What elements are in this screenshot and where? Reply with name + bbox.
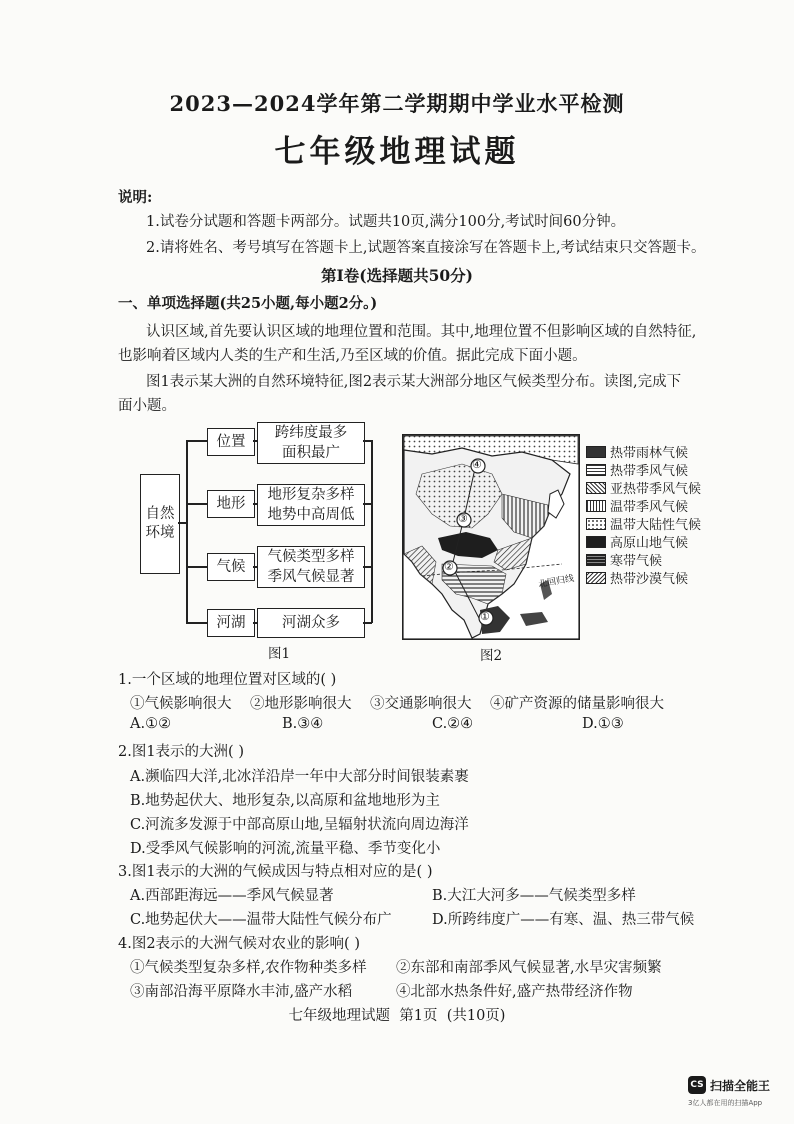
fig1-category-label: 河湖 (216, 615, 246, 631)
legend-swatch (586, 572, 606, 584)
question-1-statement: ③交通影响很大 (370, 696, 472, 712)
map-marker-2: ② (444, 560, 454, 573)
legend-swatch (586, 536, 606, 548)
fig1-category-box (207, 609, 255, 637)
instructions-line-2: 2.请将姓名、考号填写在答题卡上,试题答案直接涂写在答题卡上,考试结束只交答题卡。 (146, 240, 706, 256)
legend-swatch (586, 500, 606, 512)
intro-p1-line1: 认识区域,首先要认识区域的地理位置和范围。其中,地理位置不但影响区域的自然特征, (146, 324, 697, 340)
fig1-desc-label: 河湖众多 (282, 615, 340, 631)
legend-swatch (586, 554, 606, 566)
fig1-caption: 图1 (268, 646, 291, 662)
page-footer: 七年级地理试题 第1页 (共10页) (288, 1008, 506, 1024)
map-marker-3: ③ (458, 512, 468, 525)
legend-swatch (586, 482, 606, 494)
fig1-desc-label: 地形复杂多样 地势中高周低 (267, 487, 355, 523)
fig1-root-box (140, 474, 180, 574)
legend-item (586, 568, 688, 587)
section-heading: 一、单项选择题(共25小题,每小题2分。) (118, 295, 378, 312)
legend-label: 温带大陆性气候 (610, 518, 702, 533)
fig1-desc-box (257, 422, 365, 464)
exam-subtitle: 七年级地理试题 (274, 134, 520, 170)
question-4-statement: ①气候类型复杂多样,农作物种类多样 (130, 960, 367, 976)
scanner-watermark (688, 1076, 770, 1108)
fig1-category-label: 地形 (216, 496, 246, 512)
legend-swatch (586, 446, 606, 458)
question-2-option-d[interactable]: D.受季风气候影响的河流,流量平稳、季节变化小 (130, 841, 441, 857)
map-marker-1: ① (480, 610, 490, 623)
exam-title: 2023—2024学年第二学期期中学业水平检测 (169, 91, 625, 116)
legend-label: 亚热带季风气候 (610, 482, 702, 497)
legend-item (586, 496, 688, 515)
question-1-statement: ②地形影响很大 (250, 696, 352, 712)
legend-item (586, 514, 701, 533)
legend-label: 热带沙漠气候 (610, 572, 689, 587)
intro-p2-line2: 面小题。 (118, 398, 176, 414)
question-4-statement: ④北部水热条件好,盛产热带经济作物 (396, 984, 633, 1000)
legend-item (586, 460, 688, 479)
map-marker-4: ④ (472, 458, 482, 471)
fig1-category-label: 位置 (216, 434, 246, 450)
fig1-root-label: 自然环境 (145, 506, 175, 541)
instructions-label: 说明: (118, 189, 153, 206)
scanner-app-name: 扫描全能王 (710, 1078, 771, 1093)
question-4-stem: 4.图2表示的大洲气候对农业的影响( ) (118, 936, 360, 952)
fig1-desc-box (257, 546, 365, 588)
legend-label: 寒带气候 (610, 554, 663, 569)
fig1-category-box (207, 490, 255, 518)
fig1-category-box (207, 553, 255, 581)
legend-label: 高原山地气候 (610, 536, 689, 551)
question-1-option-d[interactable]: D.①③ (582, 716, 624, 732)
fig1-spine (186, 440, 188, 623)
fig1-connector (186, 440, 208, 442)
question-1-option-c[interactable]: C.②④ (432, 716, 474, 732)
question-3-stem: 3.图1表示的大洲的气候成因与特点相对应的是( ) (118, 864, 433, 880)
question-1-option-b[interactable]: B.③④ (282, 716, 324, 732)
question-1-statement: ①气候影响很大 (130, 696, 232, 712)
question-2-option-a[interactable]: A.濒临四大洋,北冰洋沿岸一年中大部分时间银装素裹 (130, 769, 469, 785)
question-2-option-b[interactable]: B.地势起伏大、地形复杂,以高原和盆地地形为主 (130, 793, 440, 809)
scanner-tagline: 3亿人都在用的扫描App (688, 1099, 763, 1107)
legend-swatch (586, 464, 606, 476)
legend-label: 温带季风气候 (610, 500, 689, 515)
question-4-statement: ③南部沿海平原降水丰沛,盛产水稻 (130, 984, 353, 1000)
fig1-category-box (207, 428, 255, 456)
intro-p2-line1: 图1表示某大洲的自然环境特征,图2表示某大洲部分地区气候类型分布。读图,完成下 (146, 374, 682, 390)
fig1-right-spine (371, 440, 373, 623)
fig1-category-label: 气候 (216, 559, 246, 575)
fig1-connector (186, 622, 208, 624)
scanner-logo-icon: CS (688, 1076, 706, 1094)
legend-swatch (586, 518, 606, 530)
legend-item (586, 550, 662, 569)
legend-label: 热带雨林气候 (610, 446, 689, 461)
instructions-line-1: 1.试卷分试题和答题卡两部分。试题共10页,满分100分,考试时间60分钟。 (146, 214, 626, 230)
question-3-option-c[interactable]: C.地势起伏大——温带大陆性气候分布广 (130, 912, 392, 928)
question-2-option-c[interactable]: C.河流多发源于中部高原山地,呈辐射状流向周边海洋 (130, 817, 469, 833)
question-3-option-d[interactable]: D.所跨纬度广——有寒、温、热三带气候 (432, 912, 695, 928)
legend-item (586, 532, 688, 551)
question-1-stem: 1.一个区域的地理位置对区域的( ) (118, 672, 337, 688)
section-title: 第Ⅰ卷(选择题共50分) (321, 266, 473, 285)
fig1-desc-box (257, 608, 365, 638)
question-3-option-b[interactable]: B.大江大河多——气候类型多样 (432, 888, 636, 904)
question-4-statement: ②东部和南部季风气候显著,水旱灾害频繁 (396, 960, 662, 976)
fig1-desc-box (257, 484, 365, 526)
fig1-root-connector (178, 522, 187, 524)
question-1-statement: ④矿产资源的储量影响很大 (490, 696, 664, 712)
fig1-desc-label: 跨纬度最多 面积最广 (274, 425, 348, 461)
asia-climate-map (402, 434, 580, 640)
question-1-option-a[interactable]: A.①② (130, 716, 172, 732)
legend-item (586, 442, 688, 461)
map-tropic-label: 北回归线 (537, 573, 575, 591)
fig1-desc-label: 气候类型多样 季风气候显著 (267, 549, 355, 585)
question-2-stem: 2.图1表示的大洲( ) (118, 744, 244, 760)
fig2-caption: 图2 (480, 648, 503, 664)
fig1-connector (186, 566, 208, 568)
legend-item (586, 478, 701, 497)
legend-label: 热带季风气候 (610, 464, 689, 479)
question-3-option-a[interactable]: A.西部距海远——季风气候显著 (130, 888, 334, 904)
intro-p1-line2: 也影响着区域内人类的生产和生活,乃至区域的价值。据此完成下面小题。 (118, 348, 587, 364)
fig1-connector (186, 503, 208, 505)
